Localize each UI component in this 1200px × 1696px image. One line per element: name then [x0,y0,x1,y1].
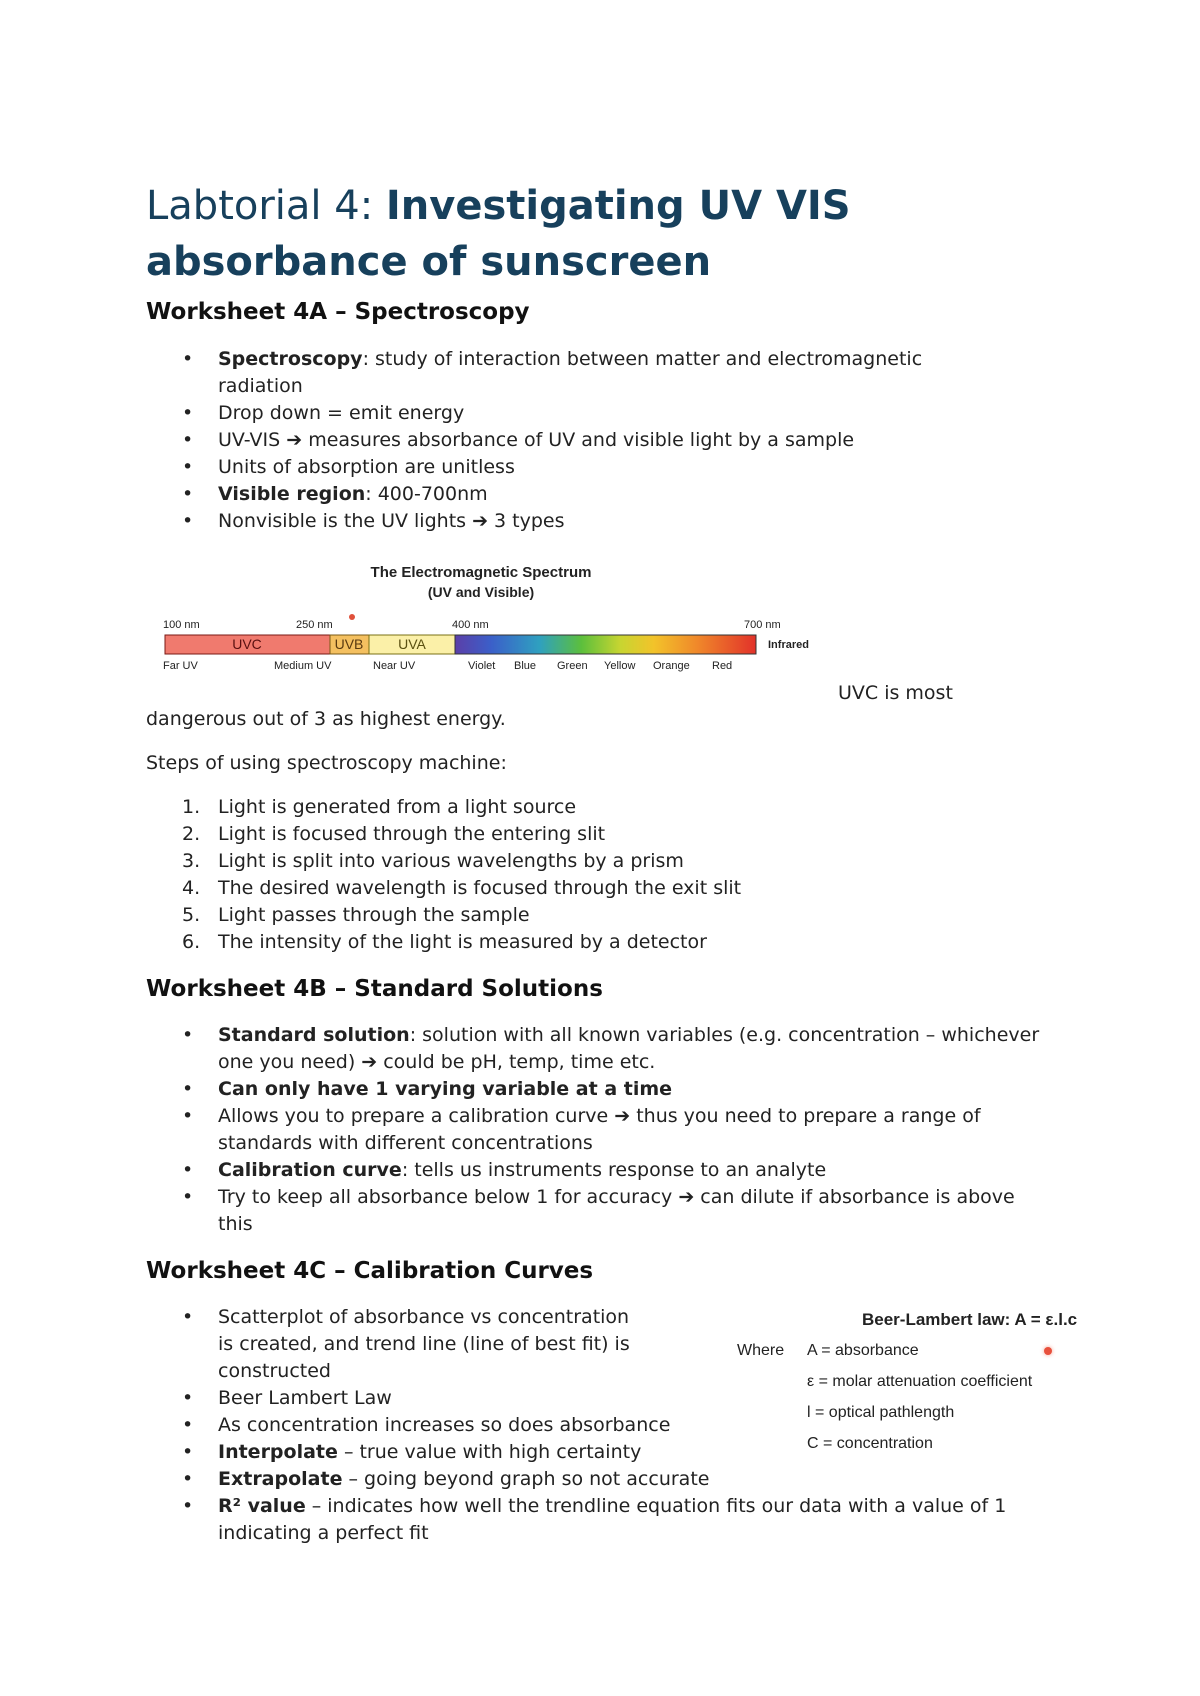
worksheet-4a-heading: Worksheet 4A – Spectroscopy [146,299,530,325]
beer-lambert-epsilon: ε = molar attenuation coefficient [807,1373,1033,1390]
list-item: 4. The desired wavelength is focused through the exit slit [182,877,742,899]
list-item: • Spectroscopy: study of interaction between matter and electromagnetic radiation [146,346,1006,400]
near-uv-label: Near UV [373,660,416,672]
infrared-label: Infrared [768,639,809,651]
beer-lambert-title: Beer-Lambert law: A = ε.l.c [862,1310,1078,1329]
list-item: • Can only have 1 varying variable at a time [146,1076,1046,1103]
list-item: 1. Light is generated from a light source [182,796,577,818]
page-title [146,178,1046,290]
list-item: 6. The intensity of the light is measured by a detector [182,931,707,953]
visible-band [455,635,756,654]
spectrum-title: The Electromagnetic Spectrum [370,564,592,581]
list-item: 5. Light passes through the sample [182,904,530,926]
list-item: • Units of absorption are unitless [146,454,1006,481]
steps-list [146,794,1006,956]
list-item: • R² value – indicates how well the trendline equation fits our data with a value of 1 indicating a perfect fit [146,1493,1058,1547]
blue-label: Blue [514,660,537,672]
beer-lambert-l: l = optical pathlength [807,1404,955,1421]
steps-intro: Steps of using spectroscopy machine: [146,752,507,774]
yellow-label: Yellow [604,660,636,672]
list-item: • Drop down = emit energy [146,400,1006,427]
list-item: • Extrapolate – going beyond graph so not accurate [146,1466,1046,1493]
marker-dot [1044,1347,1052,1355]
list-item: • Allows you to prepare a calibration curve ➔ thus you need to prepare a range of standards with different concentrations [146,1103,1046,1157]
list-item: • Interpolate – true value with high certainty [146,1439,1046,1466]
title-bold: Investigating UV VIS absorbance of sunscreen [146,183,851,285]
list-item: • Visible region: 400-700nm [146,481,1006,508]
list-item: • Beer Lambert Law [146,1385,1046,1412]
orange-label: Orange [653,660,690,672]
worksheet-4c-list [146,1304,1046,1547]
list-item: • As concentration increases so does absorbance [146,1412,1046,1439]
label-700nm: 700 nm [744,619,781,631]
beer-lambert-a: A = absorbance [807,1342,919,1359]
list-item: • Nonvisible is the UV lights ➔ 3 types [146,508,1006,535]
green-label: Green [557,660,588,672]
beer-lambert-where: Where [737,1342,785,1359]
medium-uv-label: Medium UV [274,660,332,672]
uvb-label: UVB [334,636,364,652]
marker-dot [349,614,355,620]
far-uv-label: Far UV [163,660,198,672]
spectrum-subtitle: (UV and Visible) [427,584,535,600]
worksheet-4c-heading: Worksheet 4C – Calibration Curves [146,1258,594,1284]
list-item: • Try to keep all absorbance below 1 for accuracy ➔ can dilute if absorbance is above this [146,1184,1046,1238]
worksheet-4a-list [146,346,1006,535]
uvc-note-line1: UVC is most [838,682,953,704]
beer-lambert-c: C = concentration [807,1435,933,1452]
list-item: • Calibration curve: tells us instruments response to an analyte [146,1157,1046,1184]
label-100nm: 100 nm [163,619,200,631]
title-prefix: Labtorial 4: [146,183,386,229]
list-item: • Scatterplot of absorbance vs concentration is created, and trend line (line of best fit) is constructed [146,1304,638,1385]
red-label: Red [712,660,733,672]
uvc-label: UVC [232,636,262,652]
list-item: • Standard solution: solution with all known variables (e.g. concentration – whichever one you need) ➔ could be pH, temp, time etc. [146,1022,1046,1076]
violet-label: Violet [468,660,496,672]
list-item: 3. Light is split into various wavelengths by a prism [182,850,684,872]
uva-label: UVA [398,636,426,652]
worksheet-4b-heading: Worksheet 4B – Standard Solutions [146,976,603,1002]
list-item: • UV-VIS ➔ measures absorbance of UV and visible light by a sample [146,427,1006,454]
list-item: 2. Light is focused through the entering slit [182,823,606,845]
uvc-note-line2: dangerous out of 3 as highest energy. [146,708,506,730]
label-400nm: 400 nm [452,619,489,631]
electromagnetic-spectrum-figure [156,558,836,678]
label-250nm: 250 nm [296,619,333,631]
worksheet-4b-list [146,1022,1046,1238]
